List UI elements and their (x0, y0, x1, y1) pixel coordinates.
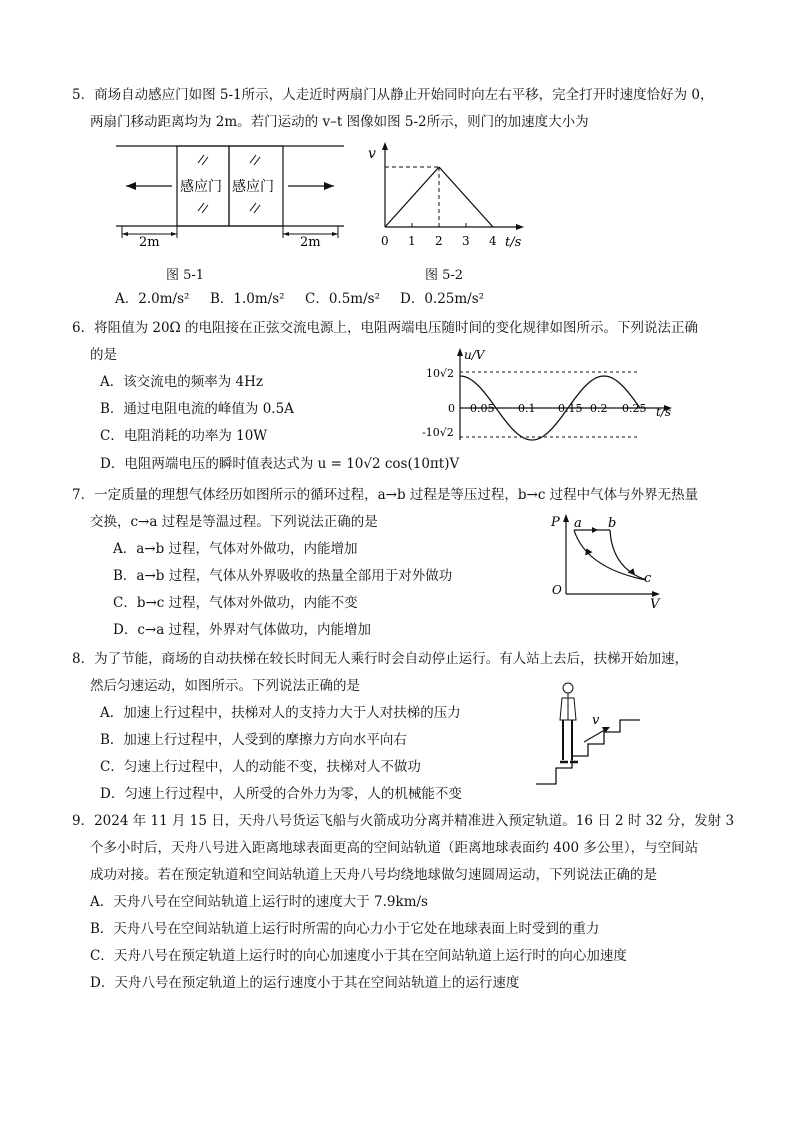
vt-tick-1: 1 (408, 234, 416, 248)
q5-option-b: B．1.0m/s² (210, 291, 285, 307)
pv-point-c: c (644, 571, 652, 586)
q9-option-d: D．天舟八号在预定轨道上的运行速度小于其在空间站轨道上的运行速度 (90, 975, 520, 991)
vt-tick-3: 3 (462, 234, 470, 248)
figure-5-1-door-diagram (112, 138, 352, 248)
vt-line-decelerating (439, 167, 493, 227)
q6-option-b: B．通过电阻电流的峰值为 0.5A (100, 401, 294, 417)
t-tick-0-2: 0.2 (590, 402, 608, 415)
q8-option-b: B．加速上行过程中，人受到的摩擦力方向水平向右 (100, 732, 407, 748)
q9-stem-line3: 成功对接。若在预定轨道和空间站轨道上天舟八号均绕地球做匀速圆周运动，下列说法正确的是 (90, 867, 657, 883)
t-tick-0-15: 0.15 (558, 402, 583, 415)
pv-v-label: V (650, 597, 660, 610)
q6-voltage-time-graph (418, 344, 678, 444)
q9-stem-line2: 个多小时后，天舟八号进入距离地球表面更高的空间站轨道（距离地球表面约 400 多公里），与空间站 (90, 840, 699, 856)
dist-left-label: 2m (139, 235, 160, 248)
q7-pv-diagram (548, 510, 668, 610)
pv-point-b: b (608, 516, 617, 531)
q9-option-b: B．天舟八号在空间站轨道上运行时所需的向心力小于它处在地球表面上时受到的重力 (90, 921, 600, 937)
q8-stem-line1: 8．为了节能，商场的自动扶梯在较长时间无人乘行时会自动停止运行。有人站上去后，扶梯开始加速， (72, 651, 689, 667)
q7-option-d: D．c→a 过程，外界对气体做功，内能增加 (113, 622, 372, 638)
pv-o-label: O (552, 583, 562, 597)
u-min-label: -10√2 (422, 426, 454, 439)
q7-option-c: C．b→c 过程，气体对外做功，内能不变 (113, 595, 358, 611)
vt-tick-0: 0 (381, 234, 389, 248)
pv-p-label: P (551, 515, 560, 530)
origin-label: 0 (448, 402, 455, 415)
q6-option-d: D．电阻两端电压的瞬时值表达式为 u = 10√2 cos(10πt)V (100, 456, 460, 472)
t-axis-label: t/s (656, 405, 672, 419)
door-label-right: 感应门 (232, 179, 274, 195)
q5-stem-line2: 两扇门移动距离均为 2m。若门运动的 v–t 图像如图 5-2所示，则门的加速度大小为 (90, 114, 589, 130)
door-label-left: 感应门 (180, 179, 222, 195)
q6-stem-line1: 6．将阻值为 20Ω 的电阻接在正弦交流电源上，电阻两端电压随时间的变化规律如图所示。下列说法正确 (72, 320, 699, 336)
figure-5-2-vt-graph (362, 140, 532, 250)
dist-right-label: 2m (300, 235, 321, 248)
t-tick-0-1: 0.1 (518, 402, 536, 415)
figure-5-1-caption: 图 5-1 (166, 268, 205, 283)
q8-option-a: A．加速上行过程中，扶梯对人的支持力大于人对扶梯的压力 (100, 705, 461, 721)
q5-option-d: D．0.25m/s² (400, 291, 485, 307)
q8-stem-line2: 然后匀速运动，如图所示。下列说法正确的是 (90, 678, 360, 694)
q5-stem-line1: 5．商场自动感应门如图 5-1所示，人走近时两扇门从静止开始同时向左右平移，完全打开时速度恰好为 0， (72, 87, 714, 103)
q7-stem-line2: 交换，c→a 过程是等温过程。下列说法正确的是 (90, 514, 378, 530)
q6-option-c: C．电阻消耗的功率为 10W (100, 428, 268, 444)
vt-ylabel: v (368, 146, 376, 162)
u-max-label: 10√2 (426, 367, 455, 380)
q8-option-c: C．匀速上行过程中，人的动能不变，扶梯对人不做功 (100, 759, 421, 775)
figure-5-2-caption: 图 5-2 (425, 268, 464, 283)
vt-xlabel: t/s (505, 235, 522, 250)
q7-stem-line1: 7．一定质量的理想气体经历如图所示的循环过程，a→b 过程是等压过程，b→c 过程中气体与外界无热量 (72, 487, 699, 503)
pv-point-a: a (574, 516, 582, 531)
u-axis-label: u/V (464, 348, 485, 362)
t-tick-0-25: 0.25 (622, 402, 647, 415)
vt-line-accelerating (385, 167, 439, 227)
vt-tick-2: 2 (435, 234, 443, 248)
q9-option-c: C．天舟八号在预定轨道上运行时的向心加速度小于其在空间站轨道上运行时的向心加速度 (90, 948, 627, 964)
vt-tick-4: 4 (489, 234, 497, 248)
q9-stem-line1: 9．2024 年 11 月 15 日，天舟八号货运飞船与火箭成功分离并精准进入预定轨道。16 日 2 时 32 分，发射 3 (72, 813, 735, 829)
q5-option-c: C．0.5m/s² (305, 291, 380, 307)
velocity-label: v (592, 713, 600, 728)
q9-option-a: A．天舟八号在空间站轨道上运行时的速度大于 7.9km/s (90, 894, 428, 910)
t-tick-0-05: 0.05 (470, 402, 495, 415)
q7-option-b: B．a→b 过程，气体从外界吸收的热量全部用于对外做功 (113, 568, 453, 584)
q6-option-a: A．该交流电的频率为 4Hz (100, 374, 264, 390)
q6-stem-line2: 的是 (90, 347, 117, 363)
q7-option-a: A．a→b 过程，气体对外做功，内能增加 (113, 541, 358, 557)
q5-option-a: A．2.0m/s² (115, 291, 190, 307)
q8-escalator-person-figure (532, 680, 652, 790)
q8-option-d: D．匀速上行过程中，人所受的合外力为零，人的机械能不变 (100, 786, 462, 802)
